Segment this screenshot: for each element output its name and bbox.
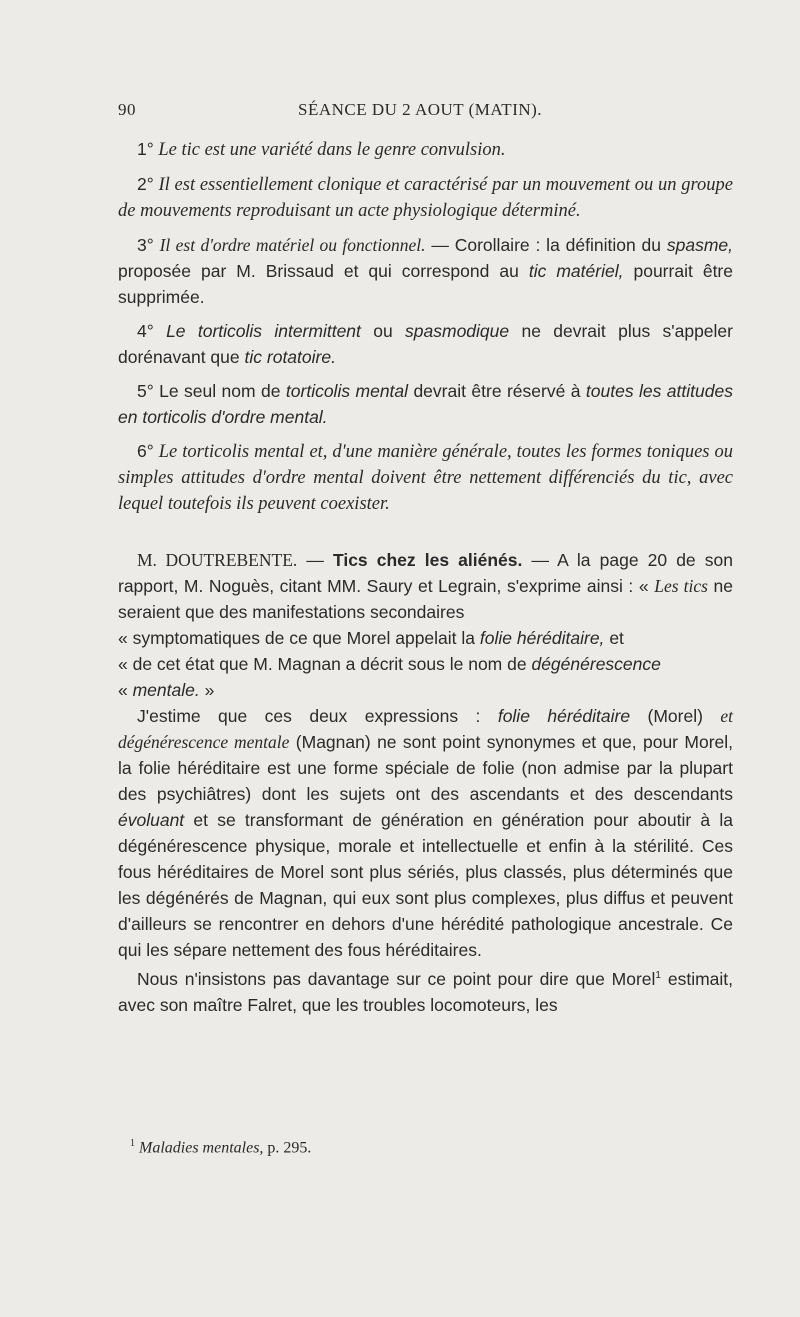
item-3-tic-materiel: tic matériel, [528, 261, 624, 281]
item-2-text: Il est essentiellement clonique et caractérisé par un mouvement ou un groupe de mouvements reproduisant un acte physiologique déterminé. [118, 175, 734, 221]
estime-et-word: et [720, 706, 733, 726]
item-4-spasmodique: spasmodique [405, 321, 510, 341]
item-5-rest-a: Le seul nom de [159, 381, 281, 401]
item-3-rest-b: proposée par M. Brissaud et qui correspond au [118, 261, 519, 281]
item-6 [118, 438, 733, 517]
item-3-number: 3° [137, 235, 154, 255]
footnote-reference: 1 [655, 970, 661, 981]
item-3-rest-c: pourrait être supprimée. [118, 261, 733, 307]
estime-paragraph [118, 703, 733, 963]
quote-text-a: ne seraient que des manifestations secondaires [118, 576, 734, 622]
item-5 [118, 378, 733, 430]
item-2-number: 2° [137, 174, 154, 194]
estime-start: J'estime que ces deux expressions : [137, 706, 481, 726]
quote-text-b: symptomatiques de ce que Morel appelait la [132, 628, 476, 648]
item-3-italic: Il est d'ordre matériel ou fonctionnel. [159, 235, 426, 255]
item-3-rest-a: — Corollaire : la définition du [431, 235, 662, 255]
estime-evoluant: évoluant [118, 810, 185, 830]
item-4-torticolis: Le torticolis intermittent [166, 321, 361, 341]
estime-body-b: et se transformant de génération en génération pour aboutir à la dégénérescence physique, morale et intellectuelle et enfin à la stérilité. Ces fous héréditaires de Morel sont plus sériés, plus classés, plus déterminés que les dégénérés de Magnan, qui eux sont plus complexes, plus diffus et peuvent d'ailleurs se rencontrer en dehors d'une hérédité pathologique ancestrale. Ce qui les sépare nettement des fous héréditaires. [118, 810, 733, 960]
quote-text-c: et [609, 628, 624, 648]
quote-open: « [638, 576, 649, 596]
running-title: SÉANCE DU 2 AOUT (MATIN). [298, 100, 543, 119]
item-2 [118, 171, 733, 224]
item-5-number: 5° [137, 381, 154, 401]
item-5-torticolis-mental: torticolis mental [285, 381, 409, 401]
item-6-text: Le torticolis mental et, d'une manière générale, toutes les formes toniques ou simples attitudes d'ordre mental doivent être nettement différenciés du tic, avec lequel toutefois ils peuvent coexister. [118, 442, 733, 514]
footnote [130, 1134, 311, 1158]
intro-text: A la page 20 de son rapport, M. Noguès, citant MM. Saury et Legrain, s'exprime ainsi : [118, 550, 733, 596]
item-1-number: 1° [137, 139, 154, 159]
item-4-rest-a: ou [373, 321, 393, 341]
title-dash-b: — [531, 550, 549, 570]
title-dash-a: — [306, 550, 324, 570]
body-text [118, 136, 733, 1018]
estime-degenerescence-mentale: dégénérescence mentale [118, 732, 290, 752]
page-number: 90 [118, 100, 136, 119]
item-5-attitudes: les attitudes en torticolis d'ordre mental. [118, 381, 733, 427]
footnote-page: p. 295. [267, 1139, 312, 1157]
item-4-rest-b: ne devrait plus s'appeler dorénavant que [118, 321, 733, 367]
nous-text-b: estimait, avec son maître Falret, que les troubles locomoteurs, les [118, 968, 733, 1015]
quote-close: » [204, 680, 215, 700]
nous-text-a: Nous n'insistons pas davantage sur ce point pour dire que Morel [137, 968, 656, 989]
doutrebente-paragraph [118, 547, 733, 703]
item-6-number: 6° [137, 441, 154, 461]
quote-mentale: mentale. [132, 680, 200, 700]
estime-morel: (Morel) [647, 706, 703, 726]
quote-mark-c: « [118, 654, 128, 674]
quote-text-d: de cet état que M. Magnan a décrit sous le nom de [132, 654, 527, 674]
speaker-name: M. DOUTREBENTE. [137, 550, 298, 570]
estime-body-a: (Magnan) ne sont point synonymes et que, pour Morel, la folie héréditaire est une forme spéciale de folie (non admise par la plupart des psychiâtres) dont les sujets ont des ascendants et des descendants [118, 732, 734, 804]
quote-folie-hereditaire: folie héréditaire, [479, 628, 605, 648]
estime-folie-hereditaire: folie héréditaire [497, 706, 631, 726]
page-header [118, 100, 733, 126]
item-4 [118, 318, 733, 370]
footnote-mark: 1 [130, 1138, 135, 1149]
item-4-tic-rotatoire: tic rotatoire. [244, 347, 336, 367]
nous-paragraph [118, 963, 733, 1018]
quote-les-tics: Les tics [654, 576, 708, 596]
item-3 [118, 232, 733, 310]
footnote-title: Maladies mentales, [139, 1139, 264, 1157]
quote-mark-d: « [118, 680, 128, 700]
section-title: Tics chez les aliénés. [332, 550, 523, 570]
item-1 [118, 136, 733, 163]
item-5-toutes: toutes [585, 381, 634, 401]
item-3-spasme: spasme, [666, 235, 734, 255]
quote-mark-b: « [118, 628, 128, 648]
quote-degenerescence: dégénérescence [531, 654, 661, 674]
item-1-text: Le tic est une variété dans le genre convulsion. [158, 140, 506, 160]
item-5-rest-b: devrait être réservé à [413, 381, 581, 401]
item-4-number: 4° [137, 321, 154, 341]
